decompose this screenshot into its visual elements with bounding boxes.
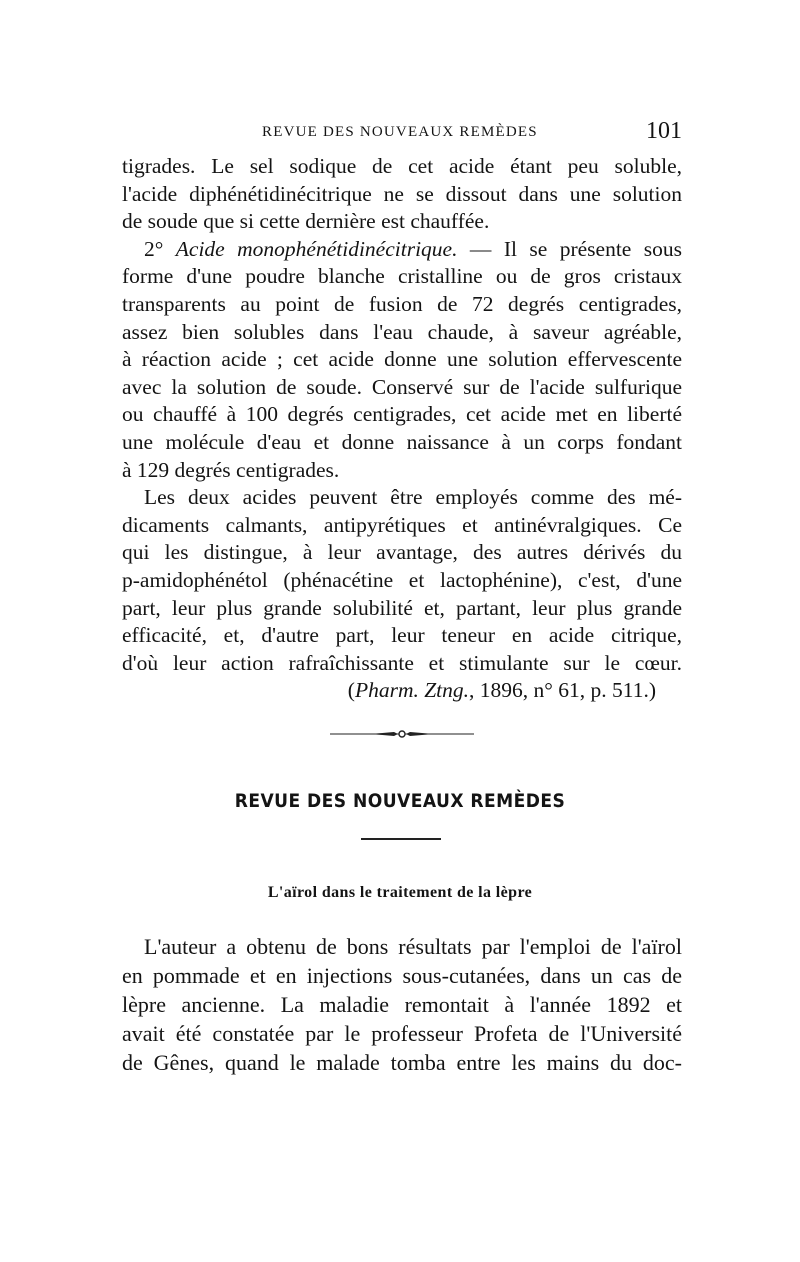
text-line: p-amidophénétol (phénacétine et lactophénine), c'est, d'une	[122, 567, 682, 592]
citation	[122, 677, 682, 705]
compound-name: Acide monophénétidinécitrique.	[175, 236, 458, 261]
text-line: forme d'une poudre blanche cristalline ou de gros cristaux	[122, 264, 682, 289]
text-line: tigrades. Le sel sodique de cet acide étant peu soluble,	[122, 154, 682, 178]
text-line: en pommade et en injections sous-cutanées, dans un cas de	[122, 963, 682, 988]
paragraph-heading-line	[122, 236, 682, 264]
text-line: L'auteur a obtenu de bons résultats par l'emploi de l'aïrol	[144, 934, 682, 959]
section-text	[122, 932, 682, 1077]
text-line: part, leur plus grande solubilité et, partant, leur plus grande	[122, 595, 682, 620]
text-line: dicaments calmants, antipyrétiques et antinévralgiques. Ce	[122, 512, 682, 537]
subsection-title: L'aïrol dans le traitement de la lèpre	[267, 884, 533, 901]
text-line: qui les distingue, à leur avantage, des autres dérivés du	[122, 540, 682, 565]
text-line: lèpre ancienne. La maladie remontait à l'année 1892 et	[122, 992, 682, 1017]
section-title: REVUE DES NOUVEAUX REMÈDES	[234, 790, 566, 812]
citation-details: , 1896, n° 61, p. 511.)	[469, 678, 656, 703]
text-line: efficacité, et, d'autre part, leur teneur en acide citrique,	[122, 623, 682, 648]
text-line: transparents au point de fusion de 72 degrés centigrades,	[122, 291, 682, 316]
ornament-divider	[330, 728, 474, 740]
page-number: 101	[646, 118, 682, 144]
paragraph-heading-rest: — Il se présente sous	[457, 236, 682, 261]
text-line: avait été constatée par le professeur Profeta de l'Université	[122, 1021, 682, 1046]
text-line: à réaction acide ; cet acide donne une solution effervescente	[122, 347, 682, 372]
paragraph-number: 2°	[144, 236, 176, 261]
text-line: ou chauffé à 100 degrés centigrades, cet acide met en liberté	[122, 402, 682, 427]
running-header	[122, 118, 682, 148]
text-line: une molécule d'eau et donne naissance à un corps fondant	[122, 429, 682, 454]
title-rule	[361, 838, 441, 840]
text-line: assez bien solubles dans l'eau chaude, à saveur agréable,	[122, 319, 682, 344]
citation-source: Pharm. Ztng.	[354, 678, 470, 703]
text-line: de Gênes, quand le malade tomba entre les mains du doc-	[122, 1050, 682, 1075]
text-line: d'où leur action rafraîchissante et stimulante sur le cœur.	[122, 650, 682, 675]
text-line: à 129 degrés centigrades.	[122, 457, 340, 482]
running-title: REVUE DES NOUVEAUX REMÈDES	[262, 124, 538, 140]
text-line: de soude que si cette dernière est chauffée.	[122, 209, 490, 234]
text-line: avec la solution de soude. Conservé sur de l'acide sulfurique	[122, 374, 682, 399]
article-text	[122, 153, 682, 705]
citation-open: (	[347, 678, 355, 703]
text-line: Les deux acides peuvent être employés comme des mé-	[144, 485, 682, 510]
text-line: l'acide diphénétidinécitrique ne se dissout dans une solution	[122, 181, 682, 206]
